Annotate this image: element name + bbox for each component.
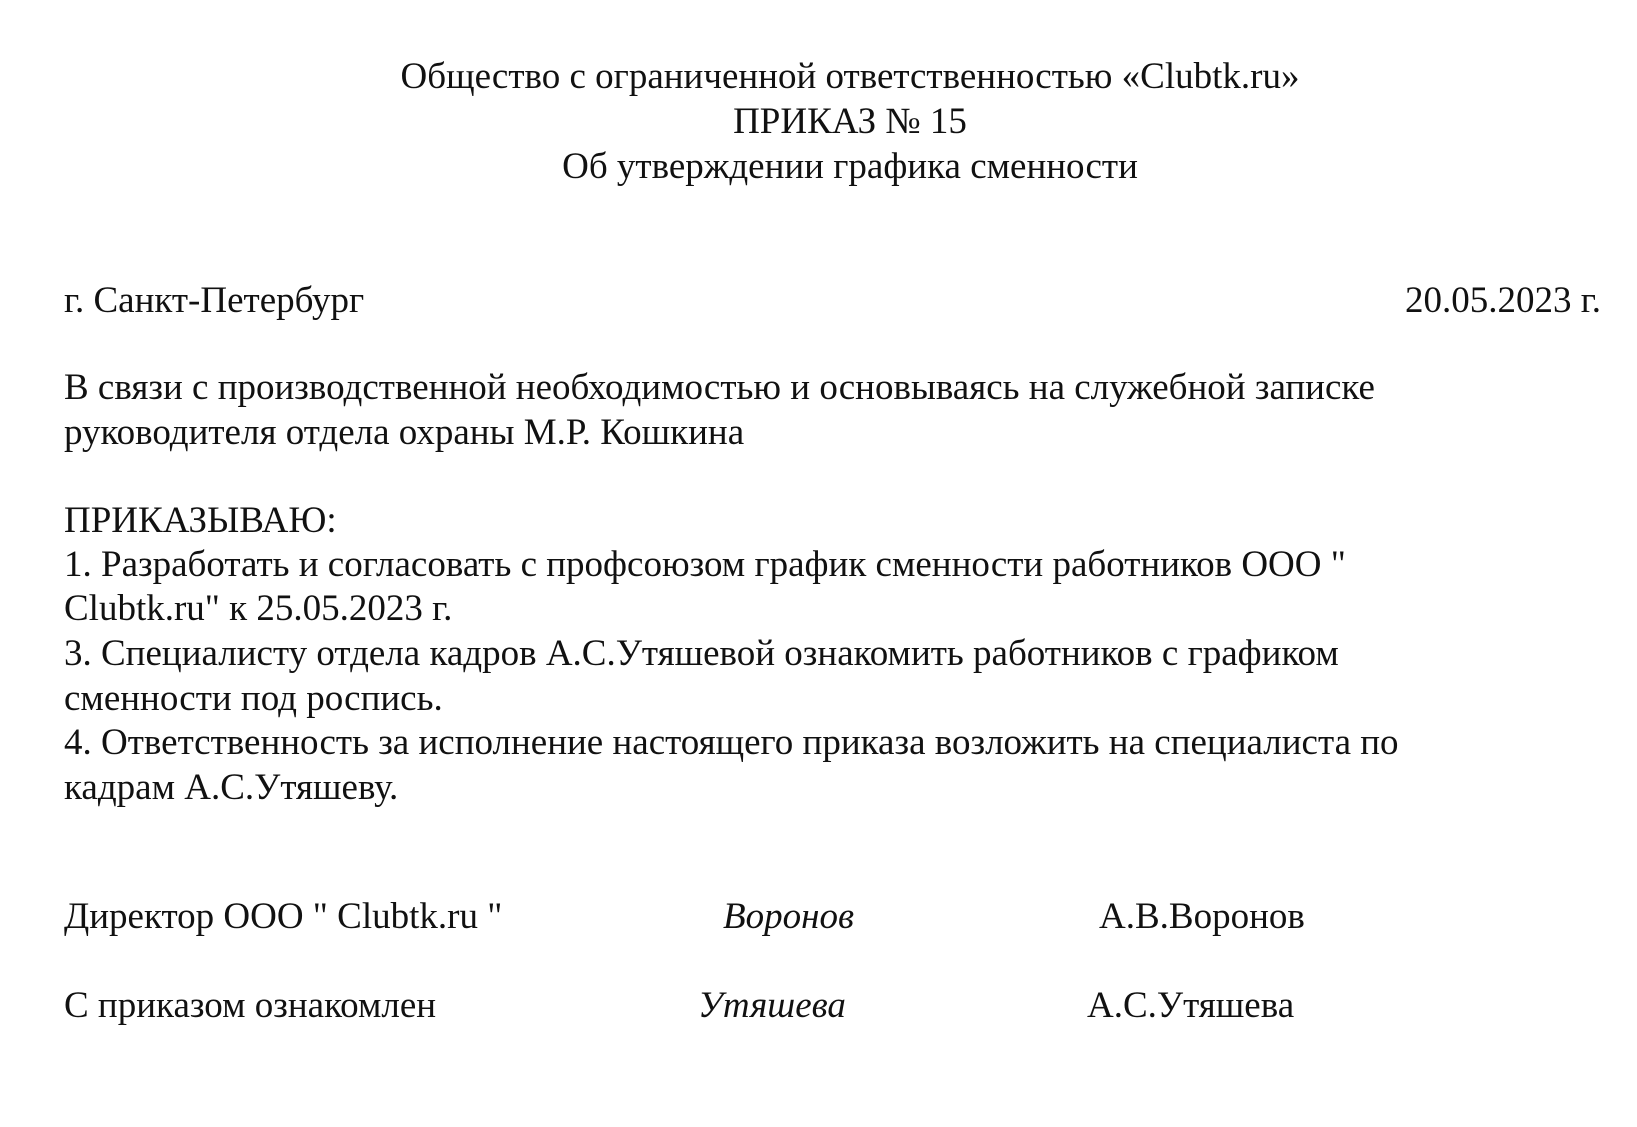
order-item-1-line-1: 1. Разработать и согласовать с профсоюзом график сменности работников ООО " [64, 544, 1346, 585]
order-subject: Об утверждении графика сменности [562, 146, 1138, 187]
preamble-line-1: В связи с производственной необходимостью и основываясь на служебной записке [64, 367, 1375, 408]
director-signature: Воронов [723, 896, 855, 937]
order-item-3-line-2: сменности под роспись. [64, 678, 443, 719]
order-item-4-line-2: кадрам А.С.Утяшеву. [64, 767, 399, 808]
order-item-3-line-1: 3. Специалисту отдела кадров А.С.Утяшевой ознакомить работников с графиком [64, 633, 1339, 674]
city: г. Санкт-Петербург [64, 280, 365, 321]
order-number: ПРИКАЗ № 15 [733, 101, 967, 142]
order-date: 20.05.2023 г. [1404, 280, 1601, 321]
director-name: А.В.Воронов [1099, 896, 1305, 937]
acquainted-label: С приказом ознакомлен [64, 985, 437, 1026]
order-item-4-line-1: 4. Ответственность за исполнение настоящего приказа возложить на специалиста по [64, 722, 1399, 763]
order-item-1-line-2: Clubtk.ru" к 25.05.2023 г. [64, 588, 453, 629]
preamble-line-2: руководителя отдела охраны М.Р. Кошкина [64, 412, 745, 453]
acquainted-signature: Утяшева [698, 985, 846, 1026]
order-heading: ПРИКАЗЫВАЮ: [64, 500, 337, 541]
company-name: Общество с ограниченной ответственностью «Clubtk.ru» [400, 56, 1300, 97]
acquainted-name: А.С.Утяшева [1087, 985, 1295, 1026]
director-label: Директор ООО " Clubtk.ru " [64, 896, 503, 937]
